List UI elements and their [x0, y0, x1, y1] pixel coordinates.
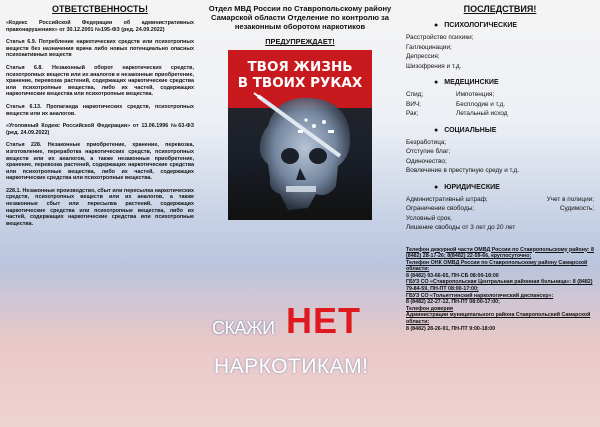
law-paragraph: «Уголовный Кодекс Российской Федерации» от 13.06.1996 №63-ФЗ (ред. 24.09.2022)	[6, 123, 194, 136]
phone-line: 8 (8482) 22-27-12, ПН-ПТ 08:00-17:00;	[406, 299, 500, 306]
phone-line: Телефон ОНК ОМВД России по Ставропольскому району Самарской области:	[406, 259, 588, 273]
law-paragraph: 228.1. Незаконные производство, сбыт или пересылка наркотических средств, психотропных веществ или их аналогов, а также незаконные сбыт или пересылка растений, содержащих наркотические средства или психотропные вещества, либо их частей, содержащих наркотические средства или психотропные вещества.	[6, 187, 194, 227]
list-item: Галлюцинации;	[406, 43, 452, 51]
consequences-title: ПОСЛЕДСТВИЯ!	[463, 4, 537, 14]
phone-line: Телефон доверия	[406, 305, 453, 312]
poster-title-line2: В ТВОИХ РУКАХ	[237, 75, 363, 91]
say-text: СКАЖИ	[212, 318, 275, 338]
list-item: Административный штраф; Учет в полиции;	[406, 195, 594, 203]
phone-line: Телефон дежурной части ОМВД России по Ставропольскому району: 8 (8482) 28-17-26; 8(8482) 22-59-66, круглосуточно;	[406, 246, 594, 260]
law-paragraph: Статья 6.13. Пропаганда наркотических средств, психотропных веществ или их аналогов.	[6, 103, 194, 117]
list-item: Условный срок,	[406, 214, 452, 222]
law-paragraph: Статья 6.8. Незаконный оборот наркотических средств, психотропных веществ или их аналогов и незаконные приобретение, хранение, перевозка растений, содержащих наркотические средства или психотропные вещества, либо их частей, содержащих наркотические вещества или психотропные вещества.	[6, 64, 194, 98]
phone-line: 8 (8482) 28-26-91, ПН-ПТ 9:00-18:00	[406, 325, 496, 332]
right-column	[400, 0, 600, 427]
no-text: НЕТ	[286, 300, 361, 341]
warning-heading: ПРЕДУПРЕЖДАЕТ!	[265, 37, 335, 46]
poster-title-line1: ТВОЯ ЖИЗНЬ	[247, 59, 353, 75]
medical-section-title: ● МЕДЕЦИНСКИЕ	[434, 79, 499, 86]
bullet-icon: ●	[434, 126, 439, 134]
phone-line: ГБУЗ СО «Ставропольская Центральная районная больница»: 8 (8482) 79-84-59, ПН-ПТ 08:00-17:00;	[406, 279, 593, 293]
psych-section-title: ● ПСИХОЛОГИЧЕСКИЕ	[434, 22, 518, 29]
list-item: Вовлечение в преступную среду и т.д.	[406, 167, 520, 174]
social-section-title: ● СОЦИАЛЬНЫЕ	[434, 126, 497, 134]
list-item: ВИЧ; Бесплодие и т.д.	[406, 100, 506, 108]
list-item: Рак; Летальный исход	[406, 110, 508, 117]
list-item: Отступие благ;	[406, 148, 451, 155]
department-header: Отдел МВД России по Ставропольскому району Самарской области Отделение по контролю за незаконным оборотом наркотиков	[208, 4, 392, 31]
left-column	[0, 0, 200, 427]
bullet-icon: ●	[434, 183, 439, 191]
legal-section-title: ● ЮРИДИЧЕСКИЕ	[434, 183, 500, 191]
list-item: Безработица;	[406, 138, 447, 146]
law-paragraph: «Кодекс Российской Федерации об административных правонарушениях» от 30.12.2001 №195-ФЗ (ред. 24.09.2022)	[6, 20, 194, 33]
list-item: Лишение свободы от 3 лет до 20 лет	[406, 224, 516, 231]
responsibility-title: ОТВЕТСТВЕННОСТЬ!	[51, 4, 148, 14]
list-item: Ограничение свободы; Судимость;	[406, 205, 594, 212]
drugs-text: НАРКОТИКАМ!	[214, 355, 369, 378]
bullet-icon: ●	[434, 22, 439, 29]
law-paragraph: Статья 228. Незаконные приобретение, хранение, перевозка, изготовление, переработка наркотических средств, психотропных веществ или их аналогов, а также незаконные приобретение, хранение, перевозка растений, содержащих наркотические средства или психотропные вещества, либо их частей, содержащих наркотические средства или психотропные вещества.	[6, 142, 194, 182]
phone-line: Администрации муниципального района Ставропольский Самарской области:	[406, 312, 591, 326]
list-item: Спид; Импотенция;	[406, 91, 495, 98]
law-paragraph: Статья 6.9. Потребление наркотических средств или психотропных веществ без назначения врача либо новых потенциально опасных психоактивных веществ	[6, 39, 194, 59]
bullet-icon: ●	[434, 79, 439, 86]
list-item: Депрессия;	[406, 53, 440, 60]
phone-list	[406, 247, 594, 333]
list-item: Одиночество;	[406, 157, 447, 165]
poster-image	[228, 50, 372, 220]
phone-line: ГБУЗ СО «Тольяттинский наркологический диспансер»:	[406, 292, 554, 299]
list-item: Расстройство психики;	[406, 34, 474, 41]
phone-line: 8 (8482) 93-66-65, ПН-СБ 08:00-18:00	[406, 272, 499, 279]
skull-syringe-icon	[228, 86, 372, 220]
list-item: Шизофрения и т.д.	[406, 62, 462, 70]
